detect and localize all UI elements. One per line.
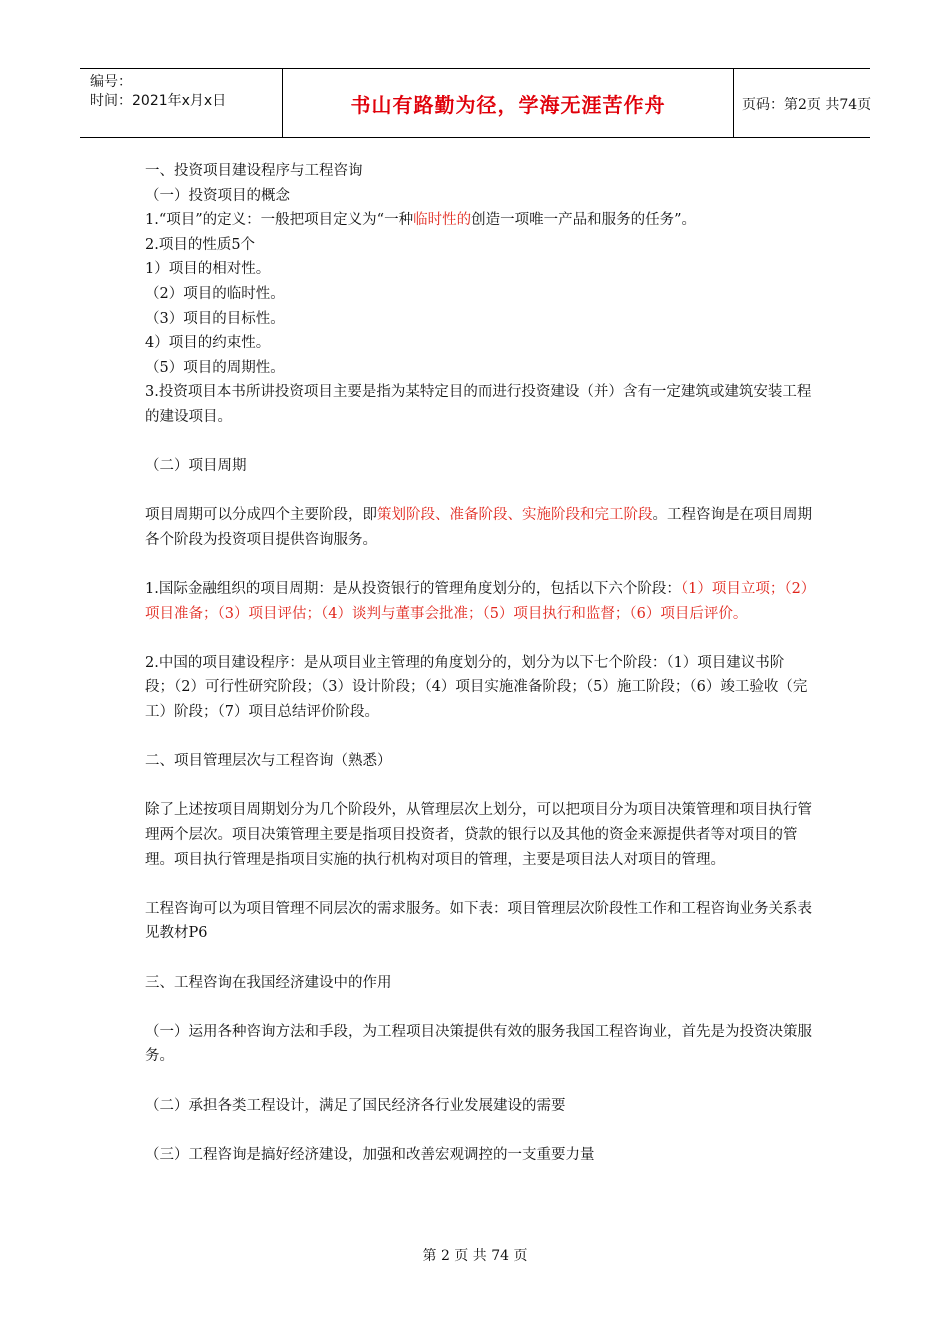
section-heading-2: 二、项目管理层次与工程咨询（熟悉） [145,753,392,770]
document-body [145,159,813,1167]
paragraph-management-levels: 除了上述按项目周期划分为几个阶段外，从管理层次上划分，可以把项目分为项目决策管理和项目执行管理两个层次。项目决策管理主要是指项目投资者，贷款的银行以及其他的资金来源提供者等对项目的管理。项目执行管理是指项目实施的执行机构对项目的管理，主要是项目法人对项目的管理。 [145,802,812,868]
paragraph-project-cycle [145,503,813,552]
paragraph-project-nature: 2.项目的性质5个 [145,236,256,253]
list-item: 4）项目的约束性。 [145,335,271,352]
header-motto: 书山有路勤为径，学海无涯苦作舟 [350,93,666,117]
highlight-text: （1）项目立项；（2）项目准备；（3）项目评估；（4）谈判与董事会批准；（5）项目执行和监督；（6）项目后评价。 [145,581,809,622]
page-footer: 第 2 页 共 74 页 [422,1248,528,1264]
paragraph-role-2: （二）承担各类工程设计，满足了国民经济各行业发展建设的需要 [145,1097,566,1114]
list-item: （2）项目的临时性。 [145,285,285,302]
paragraph-china-procedure: 2.中国的项目建设程序：是从项目业主管理的角度划分的，划分为以下七个阶段：（1）项目建议书阶段；（2）可行性研究阶段；（3）设计阶段；（4）项目实施准备阶段；（5）施工阶段；（6）竣工验收（完工）阶段；（7）项目总结评价阶段。 [145,654,808,721]
document-time-label: 时间：2021年x月x日 [90,93,227,109]
text-run: 。工程咨询是在项目周期各个阶段为投资项目提供咨询服务。 [145,507,812,548]
paragraph-project-definition [145,208,813,233]
highlight-text: 临时性的 [413,212,472,229]
section-heading-3: 三、工程咨询在我国经济建设中的作用 [145,974,392,991]
header-page-label: 页码：第2页 共74页 [742,97,872,113]
text-run: 1.国际金融组织的项目周期：是从投资银行的管理角度划分的，包括以下六个阶段： [145,581,681,598]
subsection-heading: （一）投资项目的概念 [145,187,290,204]
header-meta-cell [80,69,282,137]
list-item: （3）项目的目标性。 [145,310,285,327]
document-header [80,68,870,138]
header-page-cell [734,69,870,137]
text-run: 1.“项目”的定义：一般把项目定义为“一种 [145,212,414,229]
paragraph-role-3: （三）工程咨询是搞好经济建设，加强和改善宏观调控的一支重要力量 [145,1146,595,1163]
highlight-text: 策划阶段、准备阶段、实施阶段和完工阶段 [377,507,653,524]
header-motto-cell [282,69,734,137]
paragraph-international-cycle [145,577,813,626]
paragraph-consulting-services: 工程咨询可以为项目管理不同层次的需求服务。如下表：项目管理层次阶段性工作和工程咨询业务关系表见教材P6 [145,900,812,942]
paragraph-role-1: （一）运用各种咨询方法和手段，为工程项目决策提供有效的服务我国工程咨询业，首先是为投资决策服务。 [145,1023,812,1065]
text-run: 创造一项唯一产品和服务的任务”。 [471,212,696,229]
paragraph-investment-project: 3.投资项目本书所讲投资项目主要是指为某特定目的而进行投资建设（并）含有一定建筑或建筑安装工程的建设项目。 [145,384,812,425]
list-item: （5）项目的周期性。 [145,359,285,376]
section-heading-1: 一、投资项目建设程序与工程咨询 [145,163,363,179]
subsection-heading: （二）项目周期 [145,458,247,475]
list-item: 1）项目的相对性。 [145,261,271,278]
text-run: 项目周期可以分成四个主要阶段，即 [145,507,377,524]
document-number-label: 编号： [90,74,132,90]
